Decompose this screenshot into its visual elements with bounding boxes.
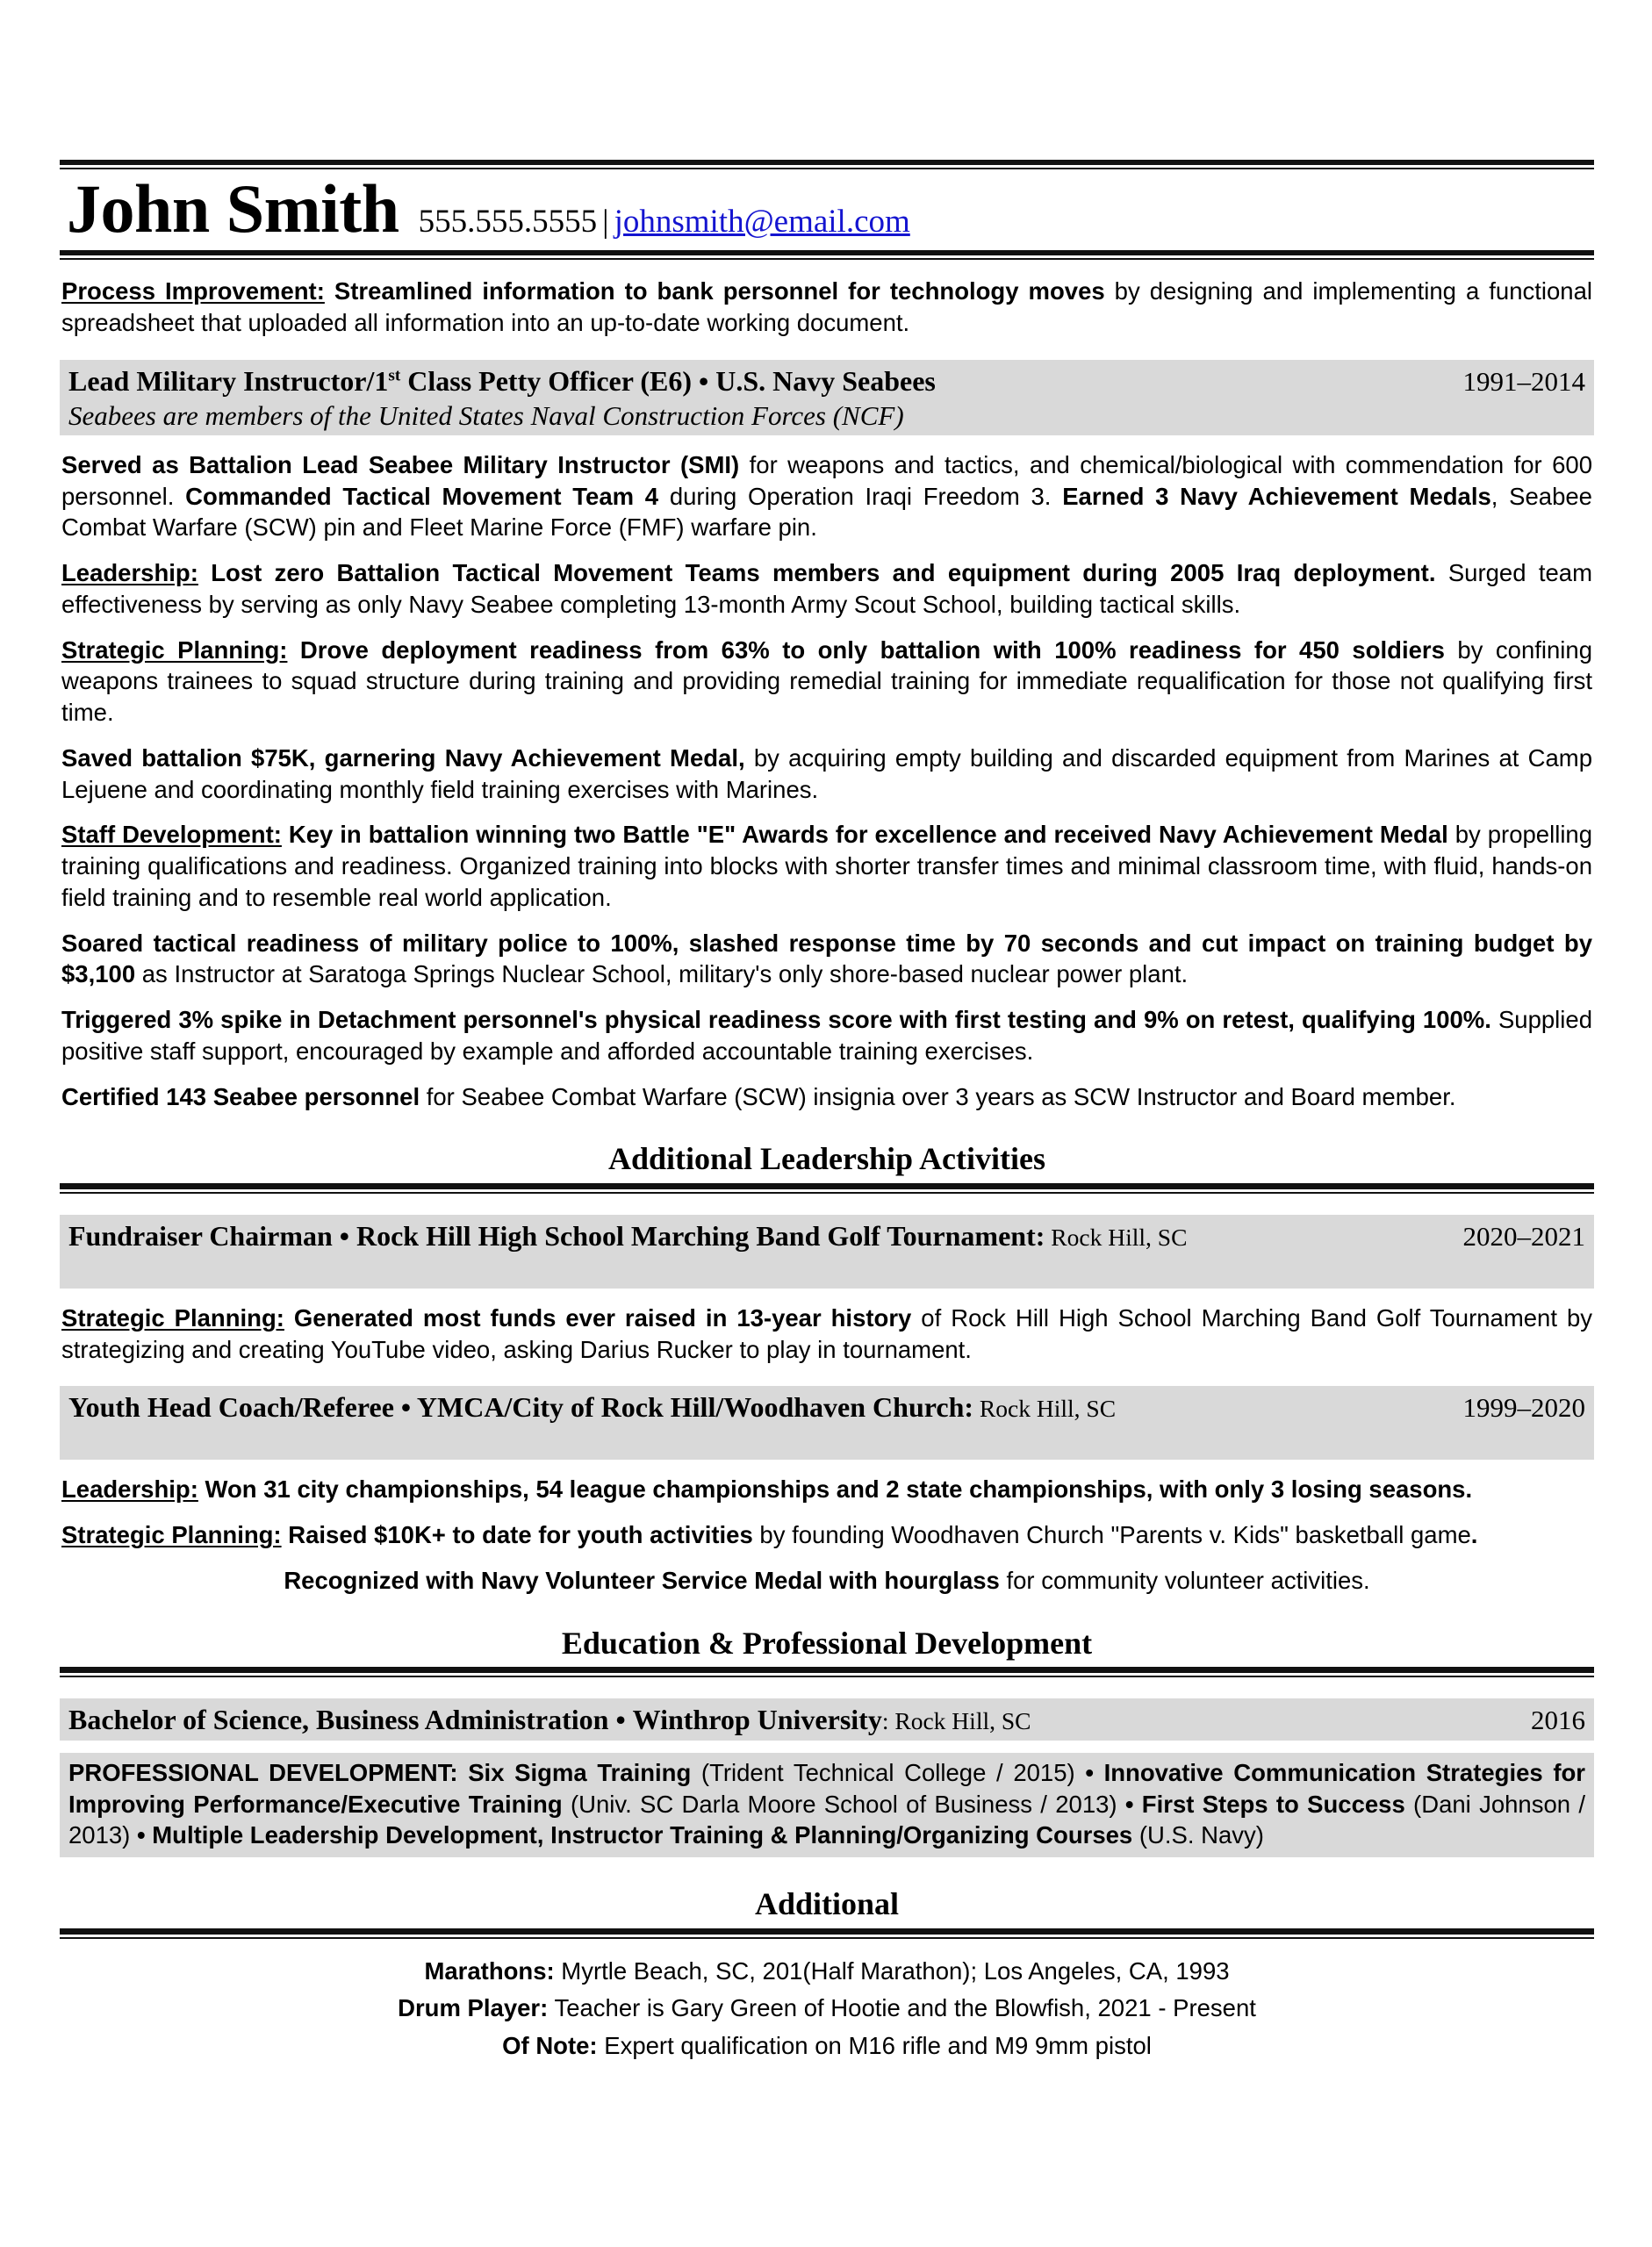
leadership-section xyxy=(60,1142,1594,1194)
experience-title-main: Lead Military Instructor/1 xyxy=(68,364,389,397)
experience-date-range: 1991–2014 xyxy=(1462,365,1585,397)
experience-title-sup: st xyxy=(388,365,401,384)
profdev-seg-4: • First Steps to Success xyxy=(1124,1790,1405,1818)
experience-paragraph-2 xyxy=(61,635,1592,729)
additional-line-text-0: Myrtle Beach, SC, 201(Half Marathon); Los Angeles, CA, 1993 xyxy=(554,1956,1230,1985)
degree-bullet: • xyxy=(608,1704,633,1736)
experience-subtitle: Seabees are members of the United States Naval Construction Forces (NCF) xyxy=(68,399,904,431)
leadership-org-1: YMCA/City of Rock Hill/Woodhaven Church: xyxy=(416,1391,974,1424)
additional-section-heading: Additional xyxy=(754,1885,900,1921)
experience-paragraph-5-seg-1: as Instructor at Saratoga Springs Nuclear School, military's only shore-based nuclear power plant. xyxy=(135,960,1189,988)
leadership-location-0: Rock Hill, SC xyxy=(1045,1223,1188,1251)
professional-development-block xyxy=(60,1753,1594,1857)
profdev-seg-6: • Multiple Leadership Development, Instructor Training & Planning/Organizing Courses xyxy=(136,1820,1133,1849)
leadership-date-0: 2020–2021 xyxy=(1462,1220,1585,1252)
additional-line-text-2: Expert qualification on M16 rifle and M9 9mm pistol xyxy=(597,2031,1152,2059)
page-title: John Smith xyxy=(67,170,399,247)
process-improvement-label: Process Improvement: xyxy=(61,277,325,305)
leadership-paragraph-1-0-label: Leadership: xyxy=(61,1475,198,1504)
education-section xyxy=(60,1626,1594,1678)
additional-section xyxy=(60,1887,1594,1939)
experience-title-row xyxy=(68,364,1585,398)
experience-paragraph-4-seg-0: Key in battalion winning two Battle "E" Awards for excellence and received Navy Achievement Medal xyxy=(281,821,1448,849)
experience-paragraph-0 xyxy=(61,449,1592,543)
process-improvement-bold: Streamlined information to bank personnel for technology moves xyxy=(334,277,1105,305)
experience-paragraph-2-label: Strategic Planning: xyxy=(61,635,288,664)
education-degree-band xyxy=(60,1698,1594,1741)
experience-title-rest: Class Petty Officer (E6) xyxy=(400,364,692,397)
experience-paragraph-0-seg-2: Commanded Tactical Movement Team 4 xyxy=(185,482,659,510)
experience-paragraph-1-label: Leadership: xyxy=(61,559,198,587)
experience-paragraph-0-seg-0: Served as Battalion Lead Seabee Military Instructor (SMI) xyxy=(61,450,740,478)
experience-paragraph-2-seg-0: Drove deployment readiness from 63% to only battalion with 100% readiness for 450 soldiers xyxy=(287,635,1445,664)
experience-paragraph-7-seg-1: for Seabee Combat Warfare (SCW) insignia over 3 years as SCW Instructor and Board member. xyxy=(420,1082,1456,1110)
leadership-entry-row-0 xyxy=(68,1219,1585,1253)
degree-name: Bachelor of Science, Business Administration xyxy=(68,1704,609,1736)
experience-paragraph-4-seg-1: by propelling training qualifications and readiness. Organized training into blocks with shorter transfer times and minimal classroom time, with fluid, hands-on field training and to resemble real world application. xyxy=(61,821,1593,911)
profdev-seg-2: • Innovative Communication Strategies for Improving Performance/Executive Training xyxy=(68,1759,1585,1818)
profdev-seg-7: (U.S. Navy) xyxy=(1132,1820,1264,1849)
experience-paragraph-3-seg-1: by acquiring empty building and discarded equipment from Marines at Camp Lejuene and coordinating monthly field training exercises with Marines. xyxy=(61,743,1593,803)
experience-paragraph-0-seg-5: , Seabee Combat Warfare (SCW) pin and Fleet Marine Force (FMF) warfare pin. xyxy=(61,482,1592,542)
leadership-paragraph-1-0 xyxy=(61,1474,1592,1505)
leadership-bullet-0: • xyxy=(332,1219,356,1252)
leadership-closing-1 xyxy=(61,1565,1592,1597)
additional-line-label-0: Marathons: xyxy=(424,1956,555,1985)
additional-line-0 xyxy=(60,1953,1594,1991)
email-link[interactable]: johnsmith@email.com xyxy=(614,204,910,240)
phone-number: 555.555.5555 xyxy=(418,204,598,240)
leadership-role-1: Youth Head Coach/Referee xyxy=(68,1391,394,1424)
school-location: : Rock Hill, SC xyxy=(881,1707,1031,1735)
experience-paragraph-5 xyxy=(61,928,1592,991)
additional-line-1 xyxy=(60,1990,1594,2028)
additional-line-2 xyxy=(60,2028,1594,2065)
header-bottom-rule xyxy=(60,250,1594,260)
leadership-entry-band-0 xyxy=(60,1215,1594,1289)
experience-paragraph-1 xyxy=(61,557,1592,621)
leadership-paragraph-1-1-seg-1: by founding Woodhaven Church "Parents v. Kids" basketball game xyxy=(752,1521,1471,1549)
additional-lines xyxy=(60,1953,1594,2065)
profdev-seg-3: (Univ. SC Darla Moore School of Business / 2013) xyxy=(562,1790,1125,1818)
profdev-seg-0: PROFESSIONAL DEVELOPMENT: Six Sigma Training xyxy=(68,1759,692,1787)
additional-line-text-1: Teacher is Gary Green of Hootie and the Blowfish, 2021 - Present xyxy=(548,1994,1256,2022)
process-improvement-paragraph xyxy=(61,276,1592,339)
experience-paragraph-6 xyxy=(61,1004,1592,1067)
experience-paragraph-1-seg-0: Lost zero Battalion Tactical Movement Teams members and equipment during 2005 Iraq deployment. xyxy=(198,559,1436,587)
additional-line-label-1: Drum Player: xyxy=(398,1994,549,2022)
experience-org: U.S. Navy Seabees xyxy=(715,364,936,397)
experience-title-bullet: • xyxy=(692,364,716,397)
leadership-paragraph-0-0-seg-0: Generated most funds ever raised in 13-year history xyxy=(284,1303,912,1332)
additional-line-label-2: Of Note: xyxy=(502,2031,598,2059)
leadership-paragraph-1-1-seg-2: . xyxy=(1470,1521,1478,1549)
leadership-paragraph-0-0 xyxy=(61,1303,1592,1366)
leadership-bullet-1: • xyxy=(393,1391,417,1424)
leadership-org-0: Rock Hill High School Marching Band Golf Tournament: xyxy=(356,1219,1045,1252)
experience-paragraph-6-seg-0: Triggered 3% spike in Detachment personnel's physical readiness score with first testing and 9% on retest, qualifying 100%. xyxy=(61,1006,1491,1034)
profdev-seg-5: (Dani Johnson / 2013) xyxy=(68,1790,1585,1849)
leadership-role-0: Fundraiser Chairman xyxy=(68,1219,333,1252)
experience-paragraph-0-seg-4: Earned 3 Navy Achievement Medals xyxy=(1062,482,1491,510)
experience-paragraph-5-seg-0: Soared tactical readiness of military police to 100%, slashed response time by 70 seconds and cut impact on training budget by $3,100 xyxy=(61,929,1592,988)
leadership-paragraph-0-0-label: Strategic Planning: xyxy=(61,1303,284,1332)
leadership-location-1: Rock Hill, SC xyxy=(973,1395,1117,1423)
education-section-rule xyxy=(60,1667,1594,1677)
experience-paragraph-4 xyxy=(61,819,1592,913)
leadership-paragraph-1-1-label: Strategic Planning: xyxy=(61,1521,282,1549)
resume-header xyxy=(60,169,1594,247)
leadership-section-heading: Additional Leadership Activities xyxy=(607,1141,1046,1177)
leadership-entry-row-1 xyxy=(68,1390,1585,1425)
education-section-heading: Education & Professional Development xyxy=(561,1625,1093,1661)
education-degree-title xyxy=(68,1703,1031,1737)
experience-paragraph-2-seg-1: by confining weapons trainees to squad structure during training and providing remedial training for immediate requalification for those not qualifying first time. xyxy=(61,635,1592,727)
process-improvement-rest: by designing and implementing a functional spreadsheet that uploaded all information into an up-to-date working document. xyxy=(61,277,1592,336)
school-name: Winthrop University xyxy=(632,1704,882,1736)
experience-paragraph-0-seg-1: for weapons and tactics, and chemical/biological with commendation for 600 personnel. xyxy=(61,450,1592,510)
leadership-closing-bold-1: Recognized with Navy Volunteer Service Medal with hourglass xyxy=(284,1566,1000,1594)
experience-paragraph-list xyxy=(60,449,1594,1113)
experience-job-title xyxy=(68,364,936,398)
experience-paragraph-3 xyxy=(61,743,1592,806)
contact-info xyxy=(419,203,910,240)
header-top-rule xyxy=(60,160,1594,169)
experience-paragraph-7 xyxy=(61,1081,1592,1113)
leadership-entry-title-1 xyxy=(68,1390,1116,1425)
leadership-closing-rest-1: for community volunteer activities. xyxy=(999,1566,1370,1594)
leadership-paragraph-1-1-seg-0: Raised $10K+ to date for youth activities xyxy=(281,1521,753,1549)
experience-paragraph-4-label: Staff Development: xyxy=(61,821,282,849)
leadership-paragraph-0-0-seg-1: of Rock Hill High School Marching Band Golf Tournament by strategizing and creating YouTube video, asking Darius Rucker to play in tournament. xyxy=(61,1303,1592,1363)
leadership-entry-band-1 xyxy=(60,1386,1594,1460)
leadership-entry-title-0 xyxy=(68,1219,1187,1253)
leadership-entry-list xyxy=(60,1215,1594,1597)
additional-section-rule xyxy=(60,1928,1594,1939)
leadership-section-rule xyxy=(60,1183,1594,1194)
experience-paragraph-7-seg-0: Certified 143 Seabee personnel xyxy=(61,1082,420,1110)
leadership-paragraph-1-1 xyxy=(61,1519,1592,1551)
leadership-paragraph-1-0-seg-0: Won 31 city championships, 54 league championships and 2 state championships, with only 3 losing seasons. xyxy=(198,1475,1473,1504)
experience-header-band xyxy=(60,360,1594,435)
experience-paragraph-6-seg-1: Supplied positive staff support, encouraged by example and afforded accountable training exercises. xyxy=(61,1006,1592,1065)
profdev-seg-1: (Trident Technical College / 2015) xyxy=(691,1759,1086,1787)
education-date: 2016 xyxy=(1531,1705,1585,1736)
contact-separator: | xyxy=(602,204,609,240)
experience-paragraph-3-seg-0: Saved battalion $75K, garnering Navy Achievement Medal, xyxy=(61,743,745,772)
leadership-date-1: 1999–2020 xyxy=(1462,1392,1585,1424)
experience-paragraph-1-seg-1: Surged team effectiveness by serving as only Navy Seabee completing 13-month Army Scout School, building tactical skills. xyxy=(61,559,1592,618)
experience-paragraph-0-seg-3: during Operation Iraqi Freedom 3. xyxy=(658,482,1063,510)
education-degree-row xyxy=(68,1703,1585,1737)
